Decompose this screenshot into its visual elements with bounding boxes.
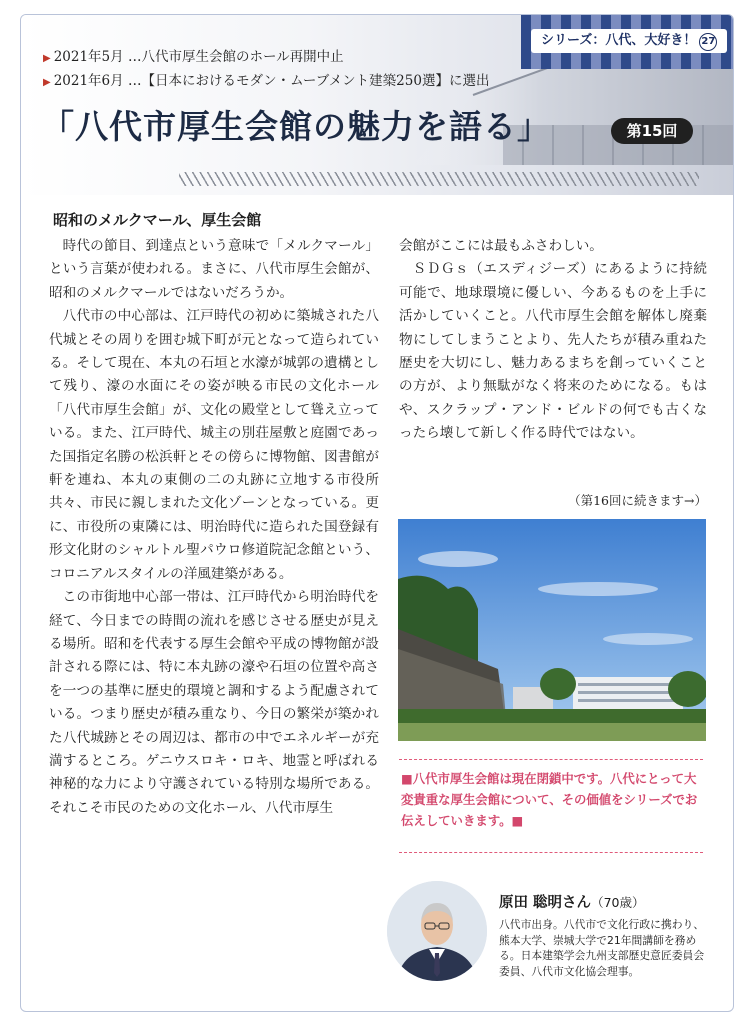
article-column-left — [49, 235, 379, 820]
notice-text: ■八代市厚生会館は現在閉鎖中です。八代にとって大変貴重な厚生会館について、その価値をシリーズでお伝えしていきます。■ — [401, 771, 698, 828]
history-item-2 — [43, 69, 489, 89]
series-label — [531, 29, 727, 53]
article-paragraph: 八代市の中心部は、江戸時代の初めに築城された八代城とその周りを囲む城下町が元となって造られている。そして現在、本丸の石垣と水濠が城郭の遺構として残り、濠の水面にその姿が映る市民の文化ホール「八代市厚生会館」が、文化の殿堂として聳え立っている。また、江戸時代、城主の別荘屋敷と庭園であった国指定名勝の松浜軒とその傍らに博物館、図書館が軒を連ね、本丸の東側の二の丸跡に立地する市役所共々、市民に親しまれた文化ゾーンとなっている。更に、市役所の東隣には、明治時代に造られた国登録有形文化財のシャルトル聖パウロ修道院記念館という、コロニアルスタイルの洋風建築がある。 — [49, 308, 379, 582]
building-photo — [398, 519, 706, 741]
history-text: 2021年6月 …【日本におけるモダン・ムーブメント建築250選】に選出 — [53, 73, 490, 89]
episode-badge: 第15回 — [611, 118, 693, 144]
triangle-right-icon: ▶ — [43, 77, 51, 88]
article-paragraph: この市街地中心部一帯は、江戸時代から明治時代を経て、今日までの時間の流れを感じさせる歴史が見える場所。昭和を代表する厚生会館や平成の博物館が設計される際には、特に本丸跡の濠や石垣の位置や高さを一つの基準に歴史的環境と調和するよう配慮されている。つまり歴史が積み重なり、今日の繁栄が築かれた八代城跡とその周辺は、都市の中でエネルギーが充満するところ。ゲニウスロキ・ロキ、地霊と呼ばれる神秘的な力により守護されている特別な場所である。それこそ市民のための文化ホール、八代市厚生 — [49, 589, 379, 816]
author-bio: 八代市出身。八代市で文化行政に携わり、熊本大学、崇城大学で21年間講師を務める。日本建築学会九州支部歴史意匠委員会委員、八代市文化協会理事。 — [499, 918, 705, 978]
page-title: 「八代市厚生会館の魅力を語る」 — [41, 107, 551, 146]
article-column-right — [399, 235, 707, 446]
triangle-right-icon: ▶ — [43, 53, 51, 64]
article-paragraph: ＳＤＧｓ（エスディジーズ）にあるように持続可能で、地球環境に優しい、今あるものを上手に活かしていくこと。八代市厚生会館を解体し廃棄物にしてしまうことより、先人たちが積み重ねた歴史を大切にし、魅力あるまちを創っていくことの方が、より無駄がなく将来のためになる。もはや、スクラップ・アンド・ビルドの何でも古くなったら壊して新しく作る時代ではない。 — [399, 261, 707, 442]
article-paragraph-continued: 会館がここには最もふさわしい。 — [399, 238, 603, 254]
series-tag — [521, 15, 733, 69]
article-paragraph: 時代の節目、到達点という意味で「メルクマール」という言葉が使われる。まさに、八代市厚生会館が、昭和のメルクマールではないだろうか。 — [49, 238, 379, 301]
author-name — [499, 891, 644, 912]
history-text: 2021年5月 …八代市厚生会館のホール再開中止 — [53, 49, 344, 65]
series-number-badge: 27 — [699, 33, 717, 51]
hatch-divider — [179, 172, 699, 186]
header-banner — [21, 15, 733, 195]
history-item-1 — [43, 45, 344, 65]
author-name-text: 原田 聡明さん — [499, 895, 592, 911]
article-frame — [20, 14, 734, 1012]
continued-note: （第16回に続きます→） — [568, 493, 707, 508]
author-age: （70歳） — [591, 895, 645, 910]
notice-box — [399, 759, 703, 853]
section-heading: 昭和のメルクマール、厚生会館 — [53, 211, 262, 229]
author-portrait — [387, 881, 487, 981]
series-name: シリーズ：八代、大好き！ — [541, 33, 697, 48]
